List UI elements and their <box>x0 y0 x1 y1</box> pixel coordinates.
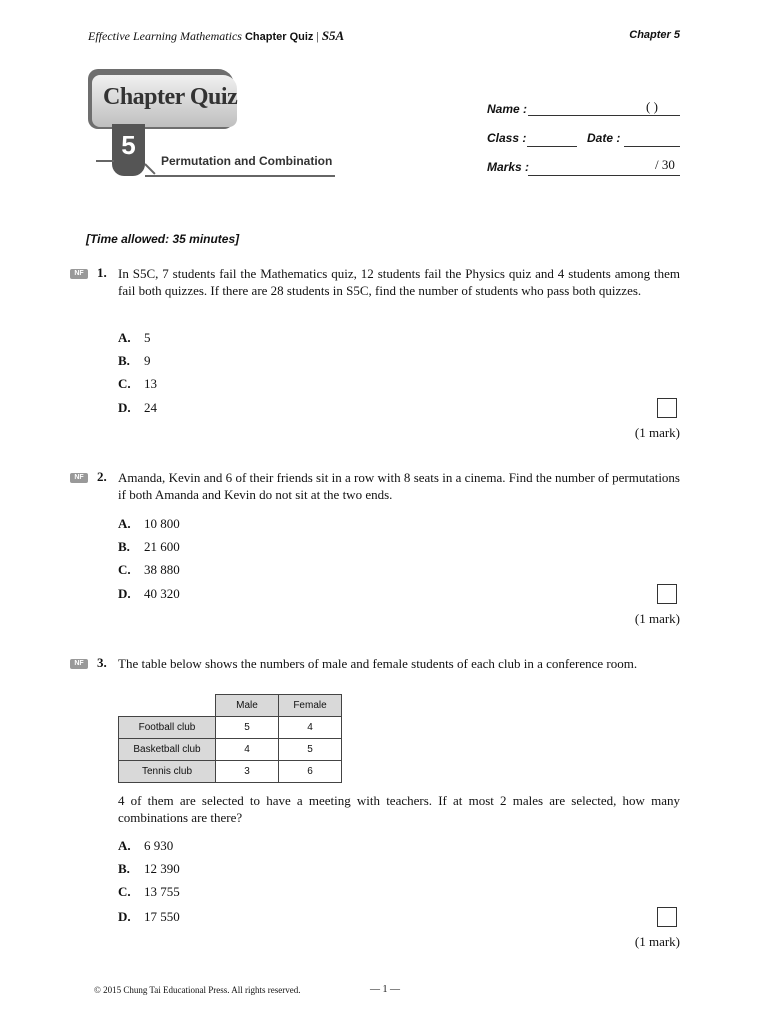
chapter-label: Chapter 5 <box>629 29 680 41</box>
table-header-row <box>119 695 342 717</box>
question-text: In S5C, 7 students fail the Mathematics quiz, 12 students fail the Physics quiz and 4 students among them fail both quizzes. If there are 28 students in S5C, find the number of students who pass both quizzes. <box>118 266 680 298</box>
option-b[interactable] <box>118 353 151 369</box>
table-row <box>119 717 342 739</box>
option-c[interactable] <box>118 884 180 900</box>
running-header <box>88 28 344 44</box>
copyright-notice: © 2015 Chung Tai Educational Press. All rights reserved. <box>94 985 301 995</box>
option-a[interactable] <box>118 330 151 346</box>
header-separator: | <box>316 29 319 43</box>
option-value: 9 <box>144 353 151 368</box>
club-table <box>118 694 342 783</box>
badge-divider-left <box>96 160 114 162</box>
page-number: — 1 — <box>370 984 400 995</box>
nf-tag: NF <box>70 473 88 483</box>
badge-divider-diagonal <box>144 163 155 174</box>
option-d[interactable] <box>118 909 180 925</box>
quiz-label: Chapter Quiz <box>244 31 314 43</box>
female-count: 5 <box>279 739 342 761</box>
question-number: 1. <box>97 265 107 280</box>
class-label: Class : <box>487 131 527 145</box>
date-label: Date : <box>587 131 621 145</box>
marks-label: Marks : <box>487 160 530 174</box>
book-title: Effective Learning Mathematics <box>88 29 242 43</box>
male-count: 4 <box>216 739 279 761</box>
option-d[interactable] <box>118 400 157 416</box>
male-count: 5 <box>216 717 279 739</box>
name-label: Name : <box>487 102 528 116</box>
option-value: 10 800 <box>144 516 180 531</box>
female-count: 4 <box>279 717 342 739</box>
option-letter: A. <box>118 516 131 531</box>
table-corner <box>119 695 216 717</box>
table-row <box>119 761 342 783</box>
option-b[interactable] <box>118 539 180 555</box>
option-letter: D. <box>118 909 131 924</box>
answer-box[interactable] <box>657 907 677 927</box>
column-header-female: Female <box>279 695 342 717</box>
question-number: 3. <box>97 655 107 670</box>
question-text: The table below shows the numbers of male and female students of each club in a conference room. <box>118 656 638 671</box>
option-value: 24 <box>144 400 157 415</box>
level-label: S5A <box>321 28 345 43</box>
option-letter: D. <box>118 400 131 415</box>
option-value: 40 320 <box>144 586 180 601</box>
option-c[interactable] <box>118 562 180 578</box>
badge-title: Chapter Quiz <box>103 84 238 110</box>
option-value: 17 550 <box>144 909 180 924</box>
row-header: Tennis club <box>119 761 216 783</box>
date-field[interactable] <box>624 132 680 147</box>
option-value: 6 930 <box>144 838 174 853</box>
option-letter: C. <box>118 562 131 577</box>
option-letter: B. <box>118 353 130 368</box>
option-b[interactable] <box>118 861 180 877</box>
option-letter: B. <box>118 539 130 554</box>
option-value: 12 390 <box>144 861 180 876</box>
option-c[interactable] <box>118 376 157 392</box>
answer-box[interactable] <box>657 398 677 418</box>
option-letter: A. <box>118 330 131 345</box>
row-header: Football club <box>119 717 216 739</box>
badge-divider-right <box>145 175 335 177</box>
option-a[interactable] <box>118 516 180 532</box>
option-value: 21 600 <box>144 539 180 554</box>
class-field[interactable] <box>527 132 577 147</box>
option-value: 38 880 <box>144 562 180 577</box>
table-row <box>119 739 342 761</box>
question-text-continued: 4 of them are selected to have a meeting with teachers. If at most 2 males are selected, how many combinations are there? <box>118 793 680 825</box>
option-letter: D. <box>118 586 131 601</box>
question-number: 2. <box>97 469 107 484</box>
nf-tag: NF <box>70 659 88 669</box>
option-letter: A. <box>118 838 131 853</box>
register-number-paren: ( ) <box>646 99 658 114</box>
option-letter: C. <box>118 376 131 391</box>
question-text: Amanda, Kevin and 6 of their friends sit in a row with 8 seats in a cinema. Find the number of permutations if both Amanda and Kevin do not sit at the two ends. <box>118 470 680 502</box>
chapter-number-badge: 5 <box>112 124 145 176</box>
column-header-male: Male <box>216 695 279 717</box>
male-count: 3 <box>216 761 279 783</box>
time-allowed: [Time allowed: 35 minutes] <box>86 232 240 246</box>
answer-box[interactable] <box>657 584 677 604</box>
chapter-name: Permutation and Combination <box>161 154 333 168</box>
nf-tag: NF <box>70 269 88 279</box>
row-header: Basketball club <box>119 739 216 761</box>
option-d[interactable] <box>118 586 180 602</box>
mark-label: (1 mark) <box>634 611 680 626</box>
option-a[interactable] <box>118 838 173 854</box>
option-value: 5 <box>144 330 151 345</box>
mark-label: (1 mark) <box>634 425 680 440</box>
option-value: 13 <box>144 376 157 391</box>
mark-label: (1 mark) <box>634 934 680 949</box>
option-letter: B. <box>118 861 130 876</box>
option-value: 13 755 <box>144 884 180 899</box>
female-count: 6 <box>279 761 342 783</box>
option-letter: C. <box>118 884 131 899</box>
marks-total: / 30 <box>655 157 675 172</box>
